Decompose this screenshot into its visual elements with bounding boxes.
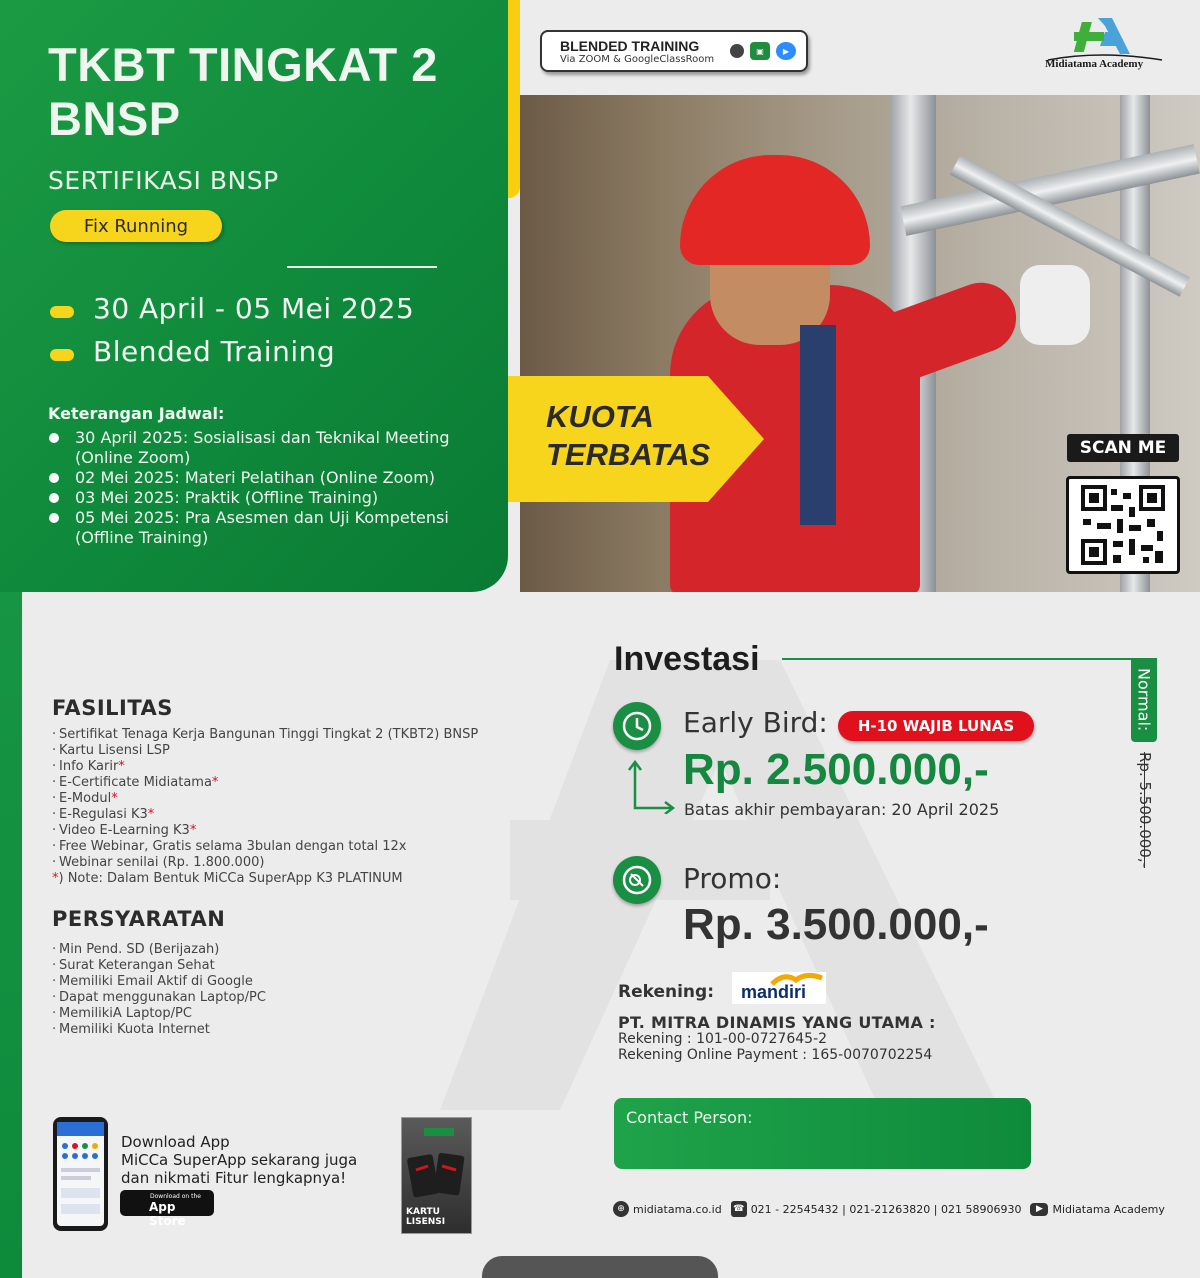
contact-label: Contact Person: xyxy=(626,1108,753,1127)
download-line: Download App xyxy=(121,1133,230,1151)
persyaratan-item: · MemilikiA Laptop/PC xyxy=(52,1006,522,1022)
payment-deadline: Batas akhir pembayaran: 20 April 2025 xyxy=(684,800,1000,819)
course-subtitle: SERTIFIKASI BNSP xyxy=(48,166,279,195)
phone-mockup xyxy=(53,1117,108,1231)
bottom-tab xyxy=(482,1256,718,1278)
fasilitas-item-text: Free Webinar, Gratis selama 3bulan dengan total 12x xyxy=(59,839,407,854)
asterisk: * xyxy=(52,871,59,886)
hero-divider xyxy=(287,266,437,268)
persyaratan-item: · Memiliki Email Aktif di Google xyxy=(52,974,522,990)
normal-price-label: Normal: xyxy=(1131,658,1157,742)
fasilitas-item-text: E-Modul xyxy=(59,791,112,806)
asterisk: * xyxy=(211,775,219,790)
course-date: 30 April - 05 Mei 2025 xyxy=(93,292,415,325)
glove xyxy=(1020,265,1090,345)
blended-title: BLENDED TRAINING xyxy=(560,38,700,54)
fasilitas-item-text: Sertifikat Tenaga Kerja Bangunan Tinggi Tingkat 2 (TKBT2) BNSP xyxy=(59,727,479,742)
fasilitas-title: FASILITAS xyxy=(52,696,173,720)
early-bird-price: Rp. 2.500.000,- xyxy=(683,745,989,794)
app-store-button[interactable] xyxy=(120,1190,214,1228)
youtube-icon: ▶ xyxy=(1030,1203,1048,1216)
qr-code[interactable] xyxy=(1066,476,1180,574)
fasilitas-list xyxy=(52,727,522,871)
schedule-item: 03 Mei 2025: Praktik (Offline Training) xyxy=(48,488,488,508)
account-number: Rekening : 101-00-0727645-2 xyxy=(618,1031,828,1047)
schedule-list xyxy=(48,428,488,548)
schedule-title: Keterangan Jadwal: xyxy=(48,404,225,423)
course-mode: Blended Training xyxy=(93,335,336,368)
harness-strap xyxy=(800,325,836,525)
clock-icon xyxy=(613,702,661,750)
download-app-text xyxy=(121,1133,381,1187)
download-line: MiCCa SuperApp sekarang juga xyxy=(121,1151,358,1169)
fasilitas-item-text: Video E-Learning K3 xyxy=(59,823,190,838)
asterisk: * xyxy=(147,807,155,822)
download-line: dan nikmati Fitur lengkapnya! xyxy=(121,1169,347,1187)
fasilitas-item xyxy=(52,839,522,855)
fasilitas-item xyxy=(52,759,522,775)
persyaratan-list xyxy=(52,942,522,1038)
kuota-line: KUOTA xyxy=(546,399,654,434)
webcam-icon xyxy=(730,44,744,58)
fasilitas-item xyxy=(52,791,522,807)
fasilitas-note xyxy=(52,871,403,887)
h10-badge: H-10 WAJIB LUNAS xyxy=(838,711,1034,741)
course-title: TKBT TINGKAT 2 BNSP xyxy=(48,38,438,145)
card-line: KARTU xyxy=(406,1207,440,1217)
fasilitas-item xyxy=(52,727,522,743)
promo-price: Rp. 3.500.000,- xyxy=(683,900,989,949)
fix-running-badge: Fix Running xyxy=(50,210,222,242)
phone-icon: ☎ xyxy=(731,1201,747,1217)
persyaratan-item: · Memiliki Kuota Internet xyxy=(52,1022,522,1038)
hero-panel xyxy=(0,0,508,592)
fasilitas-item-text: E-Regulasi K3 xyxy=(59,807,148,822)
card-label xyxy=(406,1207,445,1227)
store-small-text: Download on the xyxy=(150,1193,201,1200)
youtube-channel[interactable]: Midiatama Academy xyxy=(1052,1202,1165,1216)
investasi-title: Investasi xyxy=(614,640,760,678)
brand-name: Midiatama Academy xyxy=(1045,58,1144,70)
contact-person-box xyxy=(614,1098,1031,1169)
promo-label: Promo: xyxy=(683,862,782,895)
note-text: ) Note: Dalam Bentuk MiCCa SuperApp K3 PLATINUM xyxy=(58,871,403,886)
schedule-item: 05 Mei 2025: Pra Asesmen dan Uji Kompetensi (Offline Training) xyxy=(48,508,488,548)
zoom-icon: ▶ xyxy=(776,42,796,60)
persyaratan-item: · Dapat menggunakan Laptop/PC xyxy=(52,990,522,1006)
fasilitas-item-cont xyxy=(52,855,522,871)
early-bird-label: Early Bird: xyxy=(683,706,828,739)
fasilitas-item-text: Info Karir xyxy=(59,759,119,774)
online-account-number: Rekening Online Payment : 165-0070702254 xyxy=(618,1047,933,1063)
blended-subtitle: Via ZOOM & GoogleClassRoom xyxy=(560,54,715,65)
persyaratan-item: · Min Pend. SD (Berijazah) xyxy=(52,942,522,958)
kuota-text xyxy=(546,398,710,474)
investasi-divider xyxy=(782,658,1152,660)
fasilitas-item xyxy=(52,807,522,823)
footer-contacts xyxy=(613,1200,1173,1218)
google-classroom-icon: ▣ xyxy=(750,42,770,60)
schedule-item: 02 Mei 2025: Materi Pelatihan (Online Zoom) xyxy=(48,468,488,488)
globe-icon: ⊕ xyxy=(613,1201,629,1217)
asterisk: * xyxy=(111,791,118,806)
license-card-image xyxy=(401,1117,472,1234)
persyaratan-item: · Surat Keterangan Sehat xyxy=(52,958,522,974)
asterisk: * xyxy=(118,759,125,774)
kuota-line: TERBATAS xyxy=(546,437,711,472)
midiatama-logo xyxy=(1040,14,1170,78)
bullet-icon xyxy=(50,349,74,361)
fasilitas-item xyxy=(52,823,522,839)
mandiri-logo xyxy=(732,972,826,1004)
fasilitas-item xyxy=(52,775,522,791)
card-line: LISENSI xyxy=(406,1217,446,1227)
normal-price: Rp. 5.500.000,- xyxy=(1136,752,1154,869)
phone-numbers: 021 - 22545432 | 021-21263820 | 021 58906930 xyxy=(750,1202,1022,1216)
company-name: PT. MITRA DINAMIS YANG UTAMA : xyxy=(618,1013,936,1032)
red-helmet xyxy=(680,155,870,265)
app-screen xyxy=(57,1122,104,1226)
bullet-icon xyxy=(50,306,74,318)
fasilitas-item xyxy=(52,743,522,759)
rekening-label: Rekening: xyxy=(618,982,714,1002)
bank-name: mandiri xyxy=(741,982,807,1002)
kuota-terbatas-banner xyxy=(508,376,766,502)
schedule-item: 30 April 2025: Sosialisasi dan Teknikal Meeting (Online Zoom) xyxy=(48,428,488,468)
discount-icon xyxy=(613,856,661,904)
fasilitas-item-text: E-Certificate Midiatama xyxy=(59,775,212,790)
website-link[interactable]: midiatama.co.id xyxy=(633,1202,722,1216)
persyaratan-title: PERSYARATAN xyxy=(52,907,226,931)
fasilitas-item-text: Kartu Lisensi LSP xyxy=(59,743,170,758)
blended-training-badge xyxy=(540,30,808,72)
scan-me-label: SCAN ME xyxy=(1067,434,1179,462)
left-green-bar xyxy=(0,592,22,1278)
store-big-text: App Store xyxy=(149,1200,186,1228)
asterisk: * xyxy=(189,823,197,838)
arrow-icon xyxy=(625,758,677,814)
fasilitas-item-text: Webinar senilai (Rp. 1.800.000) xyxy=(59,855,265,870)
